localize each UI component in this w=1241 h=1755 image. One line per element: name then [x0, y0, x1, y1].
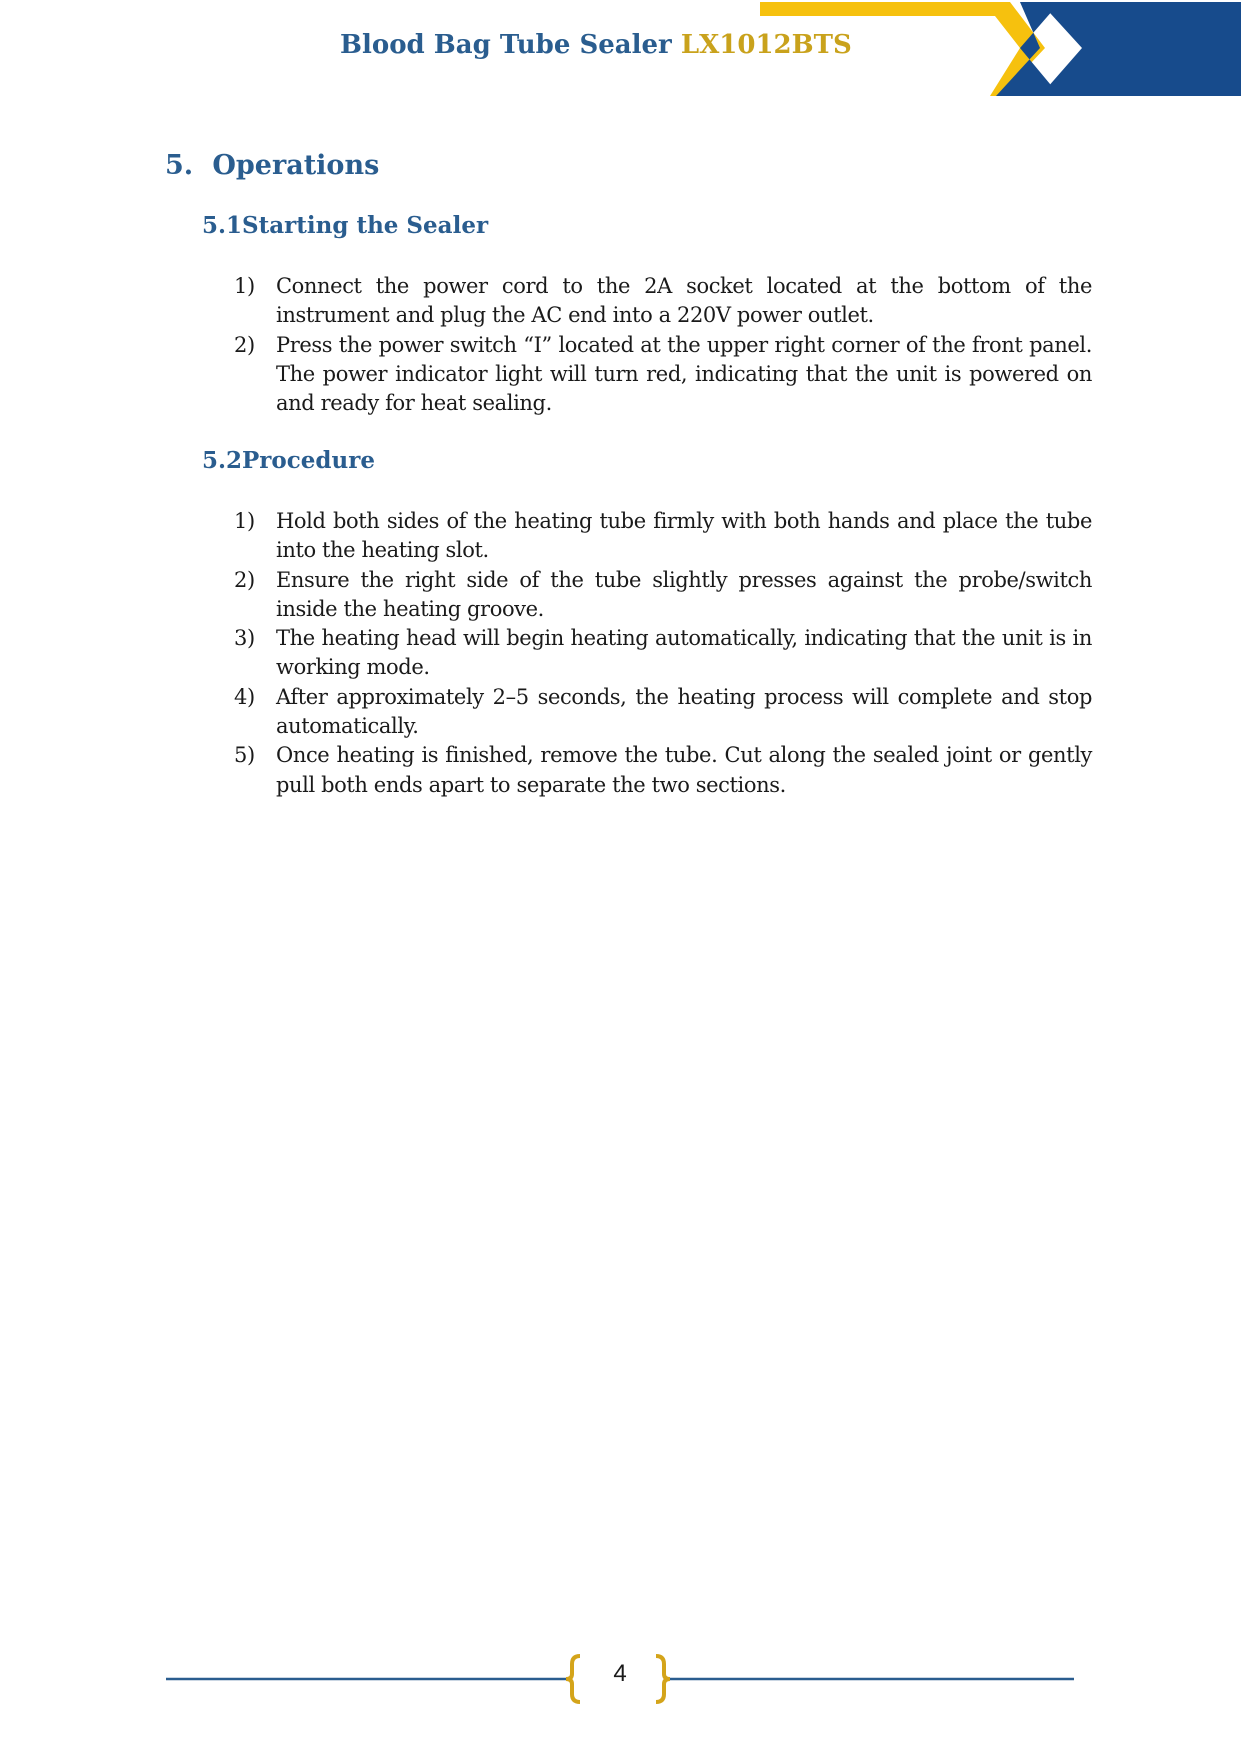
document-header-title — [340, 30, 852, 60]
right-brace — [656, 1656, 670, 1702]
subsection-number: 5.1 — [202, 212, 243, 239]
left-brace — [566, 1656, 580, 1702]
product-name: Blood Bag Tube Sealer — [340, 30, 672, 60]
list-item — [234, 741, 1092, 800]
step-index: 3) — [234, 626, 255, 651]
step-index: 4) — [234, 684, 255, 709]
step-text: The heating head will begin heating automatically, indicating that the unit is in working mode. — [276, 626, 1092, 680]
list-item — [234, 331, 1092, 419]
list-item — [234, 566, 1092, 625]
step-text: Ensure the right side of the tube slightly presses against the probe/switch inside the heating groove. — [276, 567, 1092, 621]
step-index: 2) — [234, 567, 255, 592]
section-heading — [165, 150, 379, 181]
subsection-number: 5.2 — [202, 447, 243, 474]
section-title: Operations — [212, 150, 380, 181]
step-text: After approximately 2–5 seconds, the heating process will complete and stop automatically. — [276, 684, 1092, 739]
navy-chevron-block — [1040, 2, 1241, 96]
section-number: 5. — [165, 150, 194, 181]
page-number: 4 — [613, 1660, 627, 1687]
step-index: 1) — [234, 274, 255, 298]
list-item — [234, 683, 1092, 742]
subsection-heading-starting — [202, 212, 488, 239]
step-text: Press the power switch “I” located at the upper right corner of the front panel. The power indicator light will turn red, indicating that the unit is powered on and ready for heat sealing. — [276, 332, 1092, 416]
list-item — [234, 272, 1092, 331]
procedure-steps-list — [234, 507, 1092, 800]
step-index: 5) — [234, 743, 255, 768]
product-model: LX1012BTS — [680, 30, 852, 60]
starting-steps-list — [234, 272, 1092, 418]
step-index: 1) — [234, 509, 255, 533]
subsection-heading-procedure — [202, 447, 375, 474]
subsection-title: Procedure — [242, 447, 375, 474]
list-item — [234, 624, 1092, 683]
step-index: 2) — [234, 332, 255, 357]
list-item — [234, 507, 1092, 566]
step-text: Once heating is finished, remove the tube. Cut along the sealed joint or gently pull both ends apart to separate the two sections. — [276, 743, 1092, 797]
subsection-title: Starting the Sealer — [242, 212, 489, 239]
step-text: Hold both sides of the heating tube firmly with both hands and place the tube into the heating slot. — [276, 509, 1092, 563]
step-text: Connect the power cord to the 2A socket located at the bottom of the instrument and plug the AC end into a 220V power outlet. — [276, 274, 1092, 328]
